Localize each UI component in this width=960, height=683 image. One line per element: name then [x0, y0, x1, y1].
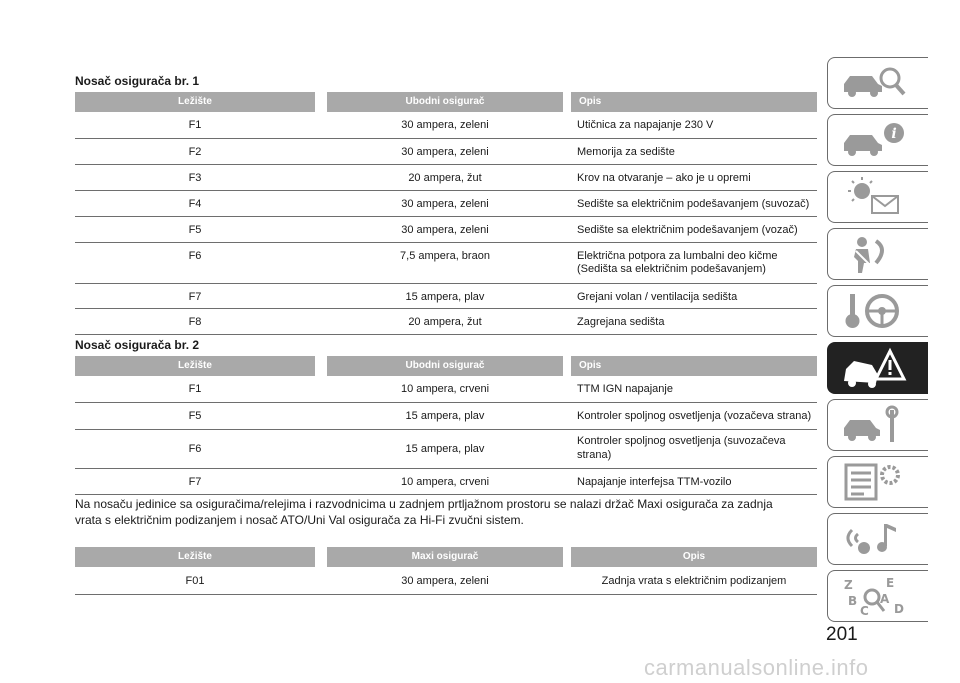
table-row: [75, 112, 817, 139]
tab-specifications[interactable]: [827, 456, 928, 508]
table-3-header: [75, 547, 817, 567]
table-row: [75, 309, 817, 335]
tab-multimedia[interactable]: [827, 513, 928, 565]
tab-emergency[interactable]: [827, 342, 928, 394]
table-2-header: [75, 356, 817, 376]
fuse-rating: 15 ampera, plav: [405, 410, 485, 422]
fuse-description: Memorija za sedište: [577, 146, 675, 158]
fuse-description: Kontroler spoljnog osvetljenja (vozačeva strana): [577, 410, 812, 422]
fuse-location: F1: [188, 119, 202, 131]
fuse-rating: 30 ampera, zeleni: [401, 224, 489, 236]
fuse-location: F1: [188, 383, 202, 395]
fuse-location: F5: [188, 224, 202, 236]
fuse-rating: 30 ampera, zeleni: [401, 119, 489, 131]
header-description: Opis: [571, 547, 817, 567]
header-description: Opis: [571, 356, 817, 376]
index-letter-c: C: [860, 604, 869, 617]
fuse-location: F8: [188, 316, 202, 328]
fuse-rating: 10 ampera, crveni: [400, 383, 490, 395]
watermark: carmanualsonline.info: [644, 655, 869, 680]
fuse-description: Napajanje interfejsa TTM-vozilo: [577, 476, 732, 488]
fuse-description: Zadnja vrata s električnim podizanjem: [601, 575, 787, 587]
paragraph-line-2: vrata s električnim podizanjem i nosač ATO/Uni Val osigurača za Hi-Fi zvučni sistem.: [75, 513, 524, 527]
fuse-location: F6: [188, 250, 202, 262]
car-hazard-icon: [840, 347, 910, 389]
table-1-header: [75, 92, 817, 112]
table-row: [75, 217, 817, 243]
header-fuse: Maxi osigurač: [327, 547, 563, 567]
fuse-description: Sedište sa električnim podešavanjem (suvozač): [577, 198, 810, 210]
fuse-description: Kontroler spoljnog osvetljenja (suvozačeva: [577, 435, 786, 447]
header-description: Opis: [571, 92, 817, 112]
table-row: [75, 403, 817, 430]
header-location: Ležište: [75, 92, 315, 112]
fuse-rating: 20 ampera, žut: [408, 316, 482, 328]
fuse-location: F5: [188, 410, 202, 422]
section-1-title: Nosač osigurača br. 1: [75, 74, 200, 88]
fuse-description: Električna potpora za lumbalni deo kičme: [577, 250, 778, 262]
table-row: [75, 430, 817, 469]
header-location: Ležište: [75, 547, 315, 567]
fuse-location: F7: [188, 476, 202, 488]
car-wrench-icon: [840, 404, 910, 446]
fuse-rating: 20 ampera, žut: [408, 172, 482, 184]
fuse-rating: 30 ampera, zeleni: [401, 575, 489, 587]
index-letter-d: D: [894, 602, 904, 616]
body-paragraph: [75, 496, 820, 528]
index-letter-b: B: [848, 594, 858, 608]
fuse-description: Grejani volan / ventilacija sedišta: [577, 291, 738, 303]
tab-car-info[interactable]: [827, 114, 928, 166]
fuse-location: F01: [185, 575, 205, 587]
tab-index[interactable]: [827, 570, 928, 622]
index-letters-icon: [840, 575, 910, 617]
index-letter-e: E: [886, 576, 895, 590]
paragraph-line-1: Na nosaču jedinice sa osiguračima/relejima i razvodnicima u zadnjem prtljažnom prostoru se nalazi držač Maxi osigurača za zadnja: [75, 497, 773, 511]
tab-safety[interactable]: [827, 228, 928, 280]
fuse-description-continued: strana): [577, 449, 612, 461]
table-row: [75, 243, 817, 284]
index-letter-z: Z: [844, 578, 853, 592]
light-message-icon: [840, 176, 910, 218]
fuse-description-continued: (Sedišta sa električnim podešavanjem): [577, 263, 766, 275]
fuse-rating: 30 ampera, zeleni: [401, 198, 489, 210]
fuse-description: Krov na otvaranje – ako je u opremi: [577, 172, 751, 184]
fuse-description: Zagrejana sedišta: [577, 316, 665, 328]
multimedia-icon: [840, 518, 910, 560]
header-location: Ležište: [75, 356, 315, 376]
table-row: [75, 567, 817, 595]
page-number: 201: [826, 624, 858, 645]
fuse-location: F2: [188, 146, 202, 158]
index-letter-a: A: [880, 592, 890, 606]
fuse-rating: 15 ampera, plav: [405, 291, 485, 303]
car-search-icon: [840, 62, 910, 104]
fuse-location: F4: [188, 198, 202, 210]
table-row: [75, 165, 817, 191]
fuse-rating: 15 ampera, plav: [405, 443, 485, 455]
fuse-description: Sedište sa električnim podešavanjem (vozač): [577, 224, 798, 236]
section-2-title: Nosač osigurača br. 2: [75, 338, 200, 352]
tab-servicing[interactable]: [827, 399, 928, 451]
fuse-description: Utičnica za napajanje 230 V: [577, 119, 714, 131]
tab-lights-messages[interactable]: [827, 171, 928, 223]
car-info-icon: [840, 119, 910, 161]
fuse-location: F7: [188, 291, 202, 303]
fuse-location: F6: [188, 443, 202, 455]
tab-car-search[interactable]: [827, 57, 928, 109]
fuse-rating: 7,5 ampera, braon: [400, 250, 490, 262]
table-row: [75, 469, 817, 495]
specifications-gear-icon: [840, 461, 910, 503]
table-row: [75, 191, 817, 217]
key-steering-wheel-icon: [840, 290, 910, 332]
fuse-rating: 30 ampera, zeleni: [401, 146, 489, 158]
svg-text:i: i: [891, 126, 897, 142]
fuse-rating: 10 ampera, crveni: [400, 476, 490, 488]
airbag-person-icon: [840, 233, 910, 275]
fuse-description: TTM IGN napajanje: [577, 383, 673, 395]
tab-starting-driving[interactable]: [827, 285, 928, 337]
fuse-location: F3: [188, 172, 202, 184]
table-row: [75, 284, 817, 309]
header-fuse: Ubodni osigurač: [327, 356, 563, 376]
header-fuse: Ubodni osigurač: [327, 92, 563, 112]
table-row: [75, 139, 817, 165]
table-row: [75, 376, 817, 403]
